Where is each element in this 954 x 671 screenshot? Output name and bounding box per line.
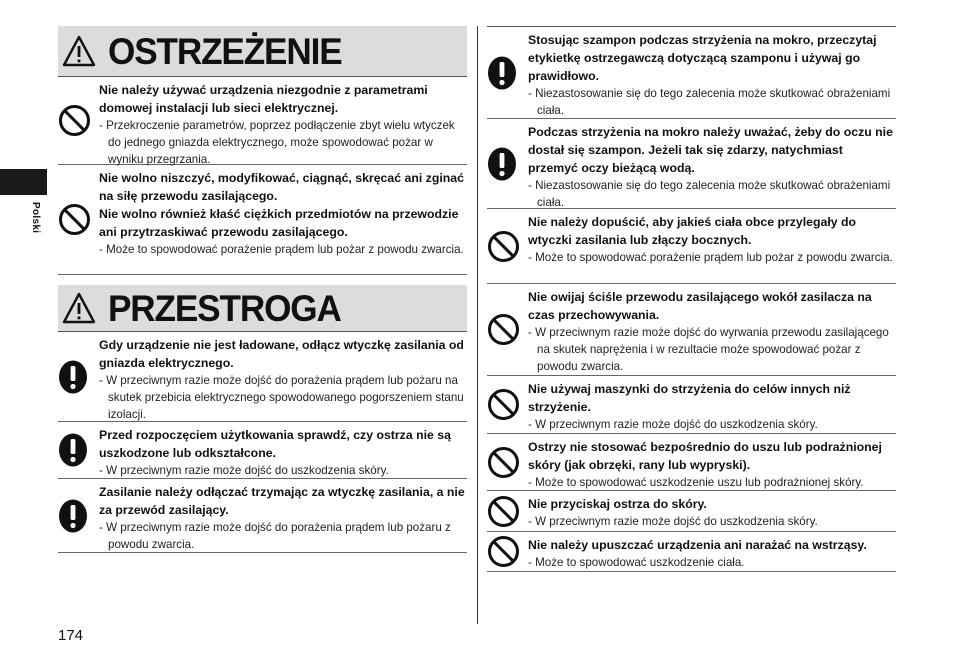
mandatory-icon xyxy=(58,360,88,394)
mandatory-icon xyxy=(487,147,517,181)
mandatory-icon xyxy=(58,433,88,467)
entry-heading: Nie wolno również kłaść ciężkich przedmiotów na przewodzie ani przytrzaskiwać przewodu zasilającego. xyxy=(99,207,459,239)
entry-note: - Może to spowodować porażenie prądem lub pożar z powodu zwarcia. xyxy=(528,251,893,264)
warning-triangle-icon xyxy=(62,292,96,324)
entry-heading: Nie należy upuszczać urządzenia ani narażać na wstrząsy. xyxy=(528,538,867,552)
caution-banner xyxy=(58,285,467,331)
warning-entry xyxy=(58,165,467,275)
caution-entry xyxy=(487,532,896,572)
entry-note: - Może to spowodować porażenie prądem lub pożar z powodu zwarcia. xyxy=(99,243,464,256)
column-divider xyxy=(477,26,478,624)
prohibition-icon xyxy=(487,388,520,421)
caution-entry xyxy=(58,422,467,479)
entry-note: - W przeciwnym razie może dojść do uszkodzenia skóry. xyxy=(528,515,818,528)
entry-heading: Nie owijaj ściśle przewodu zasilającego wokół zasilacza na czas przechowywania. xyxy=(528,290,872,322)
entry-heading: Ostrzy nie stosować bezpośrednio do uszu lub podrażnionej skóry (jak obrzęki, rany lub wypryski). xyxy=(528,440,882,472)
caution-entry xyxy=(487,284,896,376)
entry-heading: Gdy urządzenie nie jest ładowane, odłącz wtyczkę zasilania od gniazda elektrycznego. xyxy=(99,338,464,370)
caution-entry xyxy=(487,119,896,209)
entry-note: - Może to spowodować uszkodzenie ciała. xyxy=(528,556,745,569)
entry-heading: Stosując szampon podczas strzyżenia na mokro, przeczytaj etykietkę ostrzegawczą dotyczącą szamponu i używaj go prawidłowo. xyxy=(528,33,877,83)
entry-heading: Nie należy używać urządzenia niezgodnie z parametrami domowej instalacji lub sieci elektrycznej. xyxy=(99,83,428,115)
warning-triangle-icon xyxy=(62,35,96,67)
caution-entry xyxy=(487,209,896,284)
entry-note: - Może to spowodować uszkodzenie uszu lub podrażnionej skóry. xyxy=(528,476,864,489)
mandatory-icon xyxy=(487,56,517,90)
left-column xyxy=(58,26,467,553)
prohibition-icon xyxy=(58,203,91,236)
entry-heading: Nie używaj maszynki do strzyżenia do celów innych niż strzyżenie. xyxy=(528,382,851,414)
entry-note: - W przeciwnym razie może dojść do porażenia prądem lub pożaru z powodu zwarcia. xyxy=(99,521,451,551)
right-column xyxy=(487,26,896,572)
caution-entry xyxy=(487,434,896,491)
caution-entry xyxy=(58,332,467,422)
entry-heading: Nie należy dopuścić, aby jakieś ciała obce przylegały do wtyczki zasilania lub złączy bocznych. xyxy=(528,215,857,247)
prohibition-icon xyxy=(58,104,91,137)
warning-banner xyxy=(58,26,467,76)
entry-heading: Zasilanie należy odłączać trzymając za wtyczkę zasilania, a nie za przewód zasilający. xyxy=(99,485,465,517)
entry-note: - Niezastosowanie się do tego zalecenia może skutkować obrażeniami ciała. xyxy=(528,87,891,117)
entry-note: - Niezastosowanie się do tego zalecenia może skutkować obrażeniami ciała. xyxy=(528,179,891,209)
caution-entry xyxy=(58,479,467,553)
page-number: 174 xyxy=(58,627,84,644)
caution-entry xyxy=(487,491,896,532)
prohibition-icon xyxy=(487,446,520,479)
entry-note: - W przeciwnym razie może dojść do uszkodzenia skóry. xyxy=(99,464,389,477)
prohibition-icon xyxy=(487,313,520,346)
language-tab-marker xyxy=(0,169,47,195)
warning-title: OSTRZEŻENIE xyxy=(108,30,342,72)
prohibition-icon xyxy=(487,230,520,263)
entry-heading: Nie wolno niszczyć, modyfikować, ciągnąć, skręcać ani zginać na siłę przewodu zasilającego. xyxy=(99,171,464,203)
prohibition-icon xyxy=(487,535,520,568)
warning-entry xyxy=(58,77,467,165)
entry-heading: Przed rozpoczęciem użytkowania sprawdź, czy ostrza nie są uszkodzone lub odkształcone. xyxy=(99,428,451,460)
entry-note: - W przeciwnym razie może dojść do wyrwania przewodu zasilającego na skutek naprężenia i w rezultacie może spowodować pożar z powodu zwarcia. xyxy=(528,326,889,373)
entry-heading: Podczas strzyżenia na mokro należy uważać, żeby do oczu nie dostał się szampon. Jeżeli tak się zdarzy, natychmiast przemyć oczy bieżącą wodą. xyxy=(528,125,893,175)
entry-note: - W przeciwnym razie może dojść do porażenia prądem lub pożaru na skutek przebicia elektrycznego spowodowanego pogorszeniem stanu izolacji. xyxy=(99,374,464,421)
caution-entry xyxy=(487,376,896,434)
entry-note: - W przeciwnym razie może dojść do uszkodzenia skóry. xyxy=(528,418,818,431)
caution-entry xyxy=(487,27,896,119)
caution-title: PRZESTROGA xyxy=(108,287,341,329)
entry-heading: Nie przyciskaj ostrza do skóry. xyxy=(528,497,707,511)
language-label: Polski xyxy=(30,202,41,234)
mandatory-icon xyxy=(58,499,88,533)
prohibition-icon xyxy=(487,495,520,528)
entry-note: - Przekroczenie parametrów, poprzez podłączenie zbyt wielu wtyczek do jednego gniazda elektrycznego, może spowodować pożar w wyniku przegrzania. xyxy=(99,119,455,166)
